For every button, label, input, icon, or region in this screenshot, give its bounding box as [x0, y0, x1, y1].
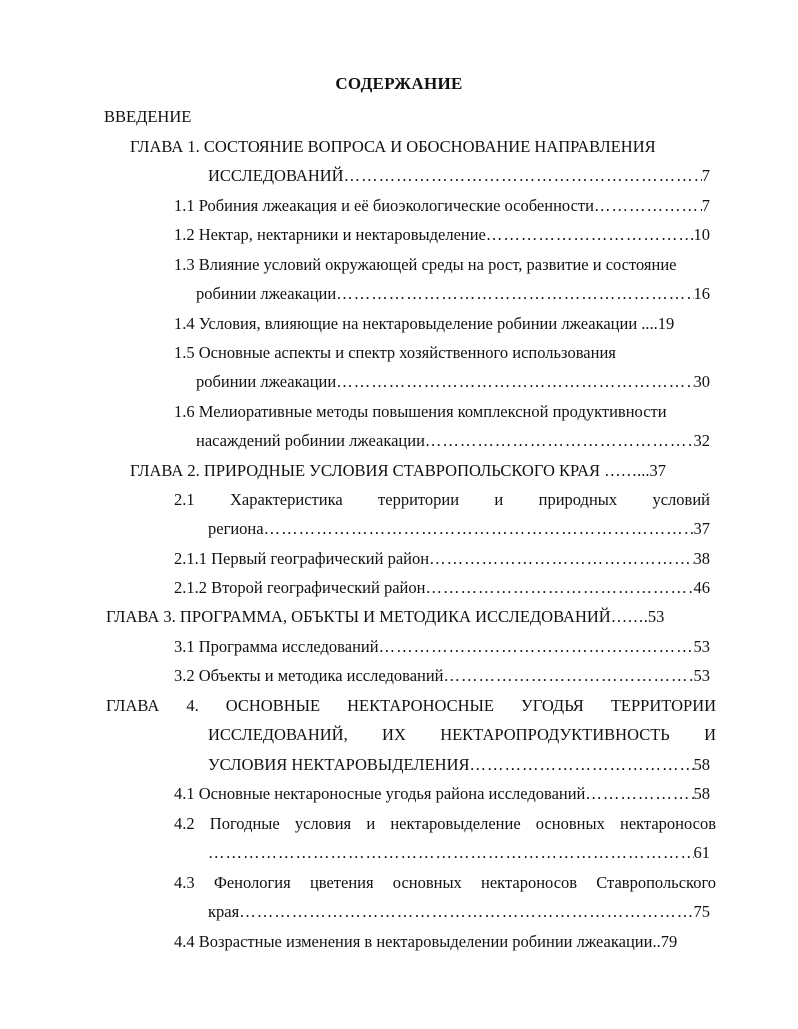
word: Фенология — [213, 873, 291, 892]
section-1-1 — [174, 196, 710, 216]
section-title: 2.1.2 Второй географический район — [174, 578, 426, 597]
word: нектаровыделение — [390, 814, 521, 833]
chapter-1-title: ГЛАВА 1. СОСТОЯНИЕ ВОПРОСА И ОБОСНОВАНИЕ НАПРАВЛЕНИЯ — [130, 137, 656, 156]
section-4-3 — [208, 902, 710, 922]
dot-leader — [379, 637, 694, 657]
chapter-2-entry — [130, 461, 710, 481]
dot-leader — [486, 225, 694, 245]
section-title: 4.1 Основные нектароносные угодья района исследований — [174, 784, 586, 803]
word: НЕКТАРОПРОДУКТИВНОСТЬ — [440, 725, 670, 744]
chapter-4-title-cont — [208, 725, 716, 745]
section-4-2 — [208, 843, 710, 863]
word: основных — [535, 814, 605, 833]
dot-leader — [264, 519, 694, 539]
word: и — [366, 814, 376, 833]
section-2-1-2 — [174, 578, 710, 598]
word: И — [704, 725, 716, 744]
page-number: 38 — [693, 549, 710, 568]
section-number: 4.3 — [174, 873, 195, 892]
page-number: 75 — [693, 902, 710, 921]
section-3-2 — [174, 666, 710, 686]
dot-leader — [425, 431, 694, 451]
section-4-4 — [174, 932, 716, 952]
page-number: 79 — [660, 932, 678, 951]
page-number: 37 — [649, 461, 667, 480]
section-title: 4.4 Возрастные изменения в нектаровыделении робинии лжеакации.. — [174, 932, 661, 951]
dot-leader — [594, 196, 702, 216]
section-2-1-title — [174, 490, 710, 510]
word: ГЛАВА — [106, 696, 160, 715]
word: основных — [392, 873, 462, 892]
section-title-cont: края — [208, 902, 240, 921]
toc-intro: ВВЕДЕНИЕ — [104, 107, 192, 126]
dot-leader — [470, 755, 694, 775]
word: территории — [378, 490, 460, 509]
page-number: 58 — [693, 784, 710, 803]
section-title-cont: робинии лжеакации — [196, 372, 337, 391]
word: Ставропольского — [596, 873, 716, 892]
section-title-cont: робинии лжеакации — [196, 284, 337, 303]
section-title: 1.4 Условия, влияющие на нектаровыделение робинии лжеакации .... — [174, 314, 658, 333]
dot-leader — [336, 372, 693, 392]
section-4-3-title — [174, 873, 716, 893]
page-number: 58 — [693, 755, 710, 774]
page-number: 10 — [693, 225, 710, 244]
page-number: 7 — [701, 166, 710, 185]
dot-leader — [239, 902, 693, 922]
section-title-cont: насаждений робинии лжеакации — [196, 431, 425, 450]
word: и — [494, 490, 504, 509]
dot-leader — [208, 843, 694, 863]
section-3-1 — [174, 637, 710, 657]
section-1-6 — [196, 431, 710, 451]
page-number: 30 — [693, 372, 710, 391]
chapter-2-title: ГЛАВА 2. ПРИРОДНЫЕ УСЛОВИЯ СТАВРОПОЛЬСКОГО КРАЯ ……... — [130, 461, 650, 480]
section-number: 4.2 — [174, 814, 195, 833]
word: Погодные — [209, 814, 280, 833]
page-number: 16 — [693, 284, 710, 303]
word: нектароносов — [481, 873, 578, 892]
word: ИХ — [382, 725, 406, 744]
word: цветения — [309, 873, 374, 892]
section-title: 2.1.1 Первый географический район — [174, 549, 430, 568]
section-1-3 — [196, 284, 710, 304]
section-2-1-1 — [174, 549, 710, 569]
section-number: 2.1 — [174, 490, 195, 509]
word: Характеристика — [229, 490, 343, 509]
section-2-1 — [208, 519, 710, 539]
page-number: 37 — [693, 519, 710, 538]
word: условий — [652, 490, 710, 509]
section-4-1 — [174, 784, 710, 804]
section-title: 3.2 Объекты и методика исследований — [174, 666, 444, 685]
section-1-5-title: 1.5 Основные аспекты и спектр хозяйственного использования — [174, 343, 616, 362]
section-1-5 — [196, 372, 710, 392]
section-1-3-title: 1.3 Влияние условий окружающей среды на рост, развитие и состояние — [174, 255, 677, 274]
page-number: 7 — [701, 196, 710, 215]
section-1-2 — [174, 225, 710, 245]
page-number: 61 — [693, 843, 710, 862]
chapter-1-title-cont: ИССЛЕДОВАНИЙ — [208, 166, 344, 185]
chapter-4-title — [106, 696, 716, 716]
chapter-3-title: ГЛАВА 3. ПРОГРАММА, ОБЪКТЫ И МЕТОДИКА ИССЛЕДОВАНИЙ……. — [106, 607, 648, 626]
chapter-4-title-end: УСЛОВИЯ НЕКТАРОВЫДЕЛЕНИЯ — [208, 755, 470, 774]
word: условия — [294, 814, 352, 833]
word: УГОДЬЯ — [521, 696, 584, 715]
word: 4. — [186, 696, 199, 715]
page-number: 46 — [693, 578, 710, 597]
word: природных — [538, 490, 618, 509]
chapter-1-entry — [208, 166, 710, 186]
section-1-4 — [174, 314, 710, 334]
section-title: 1.1 Робиния лжеакация и её биоэкологические особенности — [174, 196, 594, 215]
page-number: 53 — [693, 666, 710, 685]
word: ИССЛЕДОВАНИЙ, — [208, 725, 348, 744]
dot-leader — [425, 578, 693, 598]
page-number: 53 — [693, 637, 710, 656]
chapter-3-entry — [106, 607, 710, 627]
section-title: 3.1 Программа исследований — [174, 637, 379, 656]
section-title: 1.2 Нектар, нектарники и нектаровыделение — [174, 225, 486, 244]
section-title-cont: региона — [208, 519, 264, 538]
section-4-2-title — [174, 814, 716, 834]
dot-leader — [585, 784, 693, 804]
section-1-6-title: 1.6 Мелиоративные методы повышения комплексной продуктивности — [174, 402, 667, 421]
dot-leader — [344, 166, 702, 186]
page-title: СОДЕРЖАНИЕ — [335, 74, 463, 93]
word: ТЕРРИТОРИИ — [610, 696, 716, 715]
word: ОСНОВНЫЕ — [225, 696, 321, 715]
word: НЕКТАРОНОСНЫЕ — [347, 696, 494, 715]
page-number: 53 — [647, 607, 665, 626]
chapter-4-entry — [208, 755, 710, 775]
dot-leader — [429, 549, 693, 569]
word: нектароносов — [619, 814, 716, 833]
page-number: 19 — [657, 314, 675, 333]
dot-leader — [336, 284, 693, 304]
page-number: 32 — [693, 431, 710, 450]
dot-leader — [444, 666, 694, 686]
